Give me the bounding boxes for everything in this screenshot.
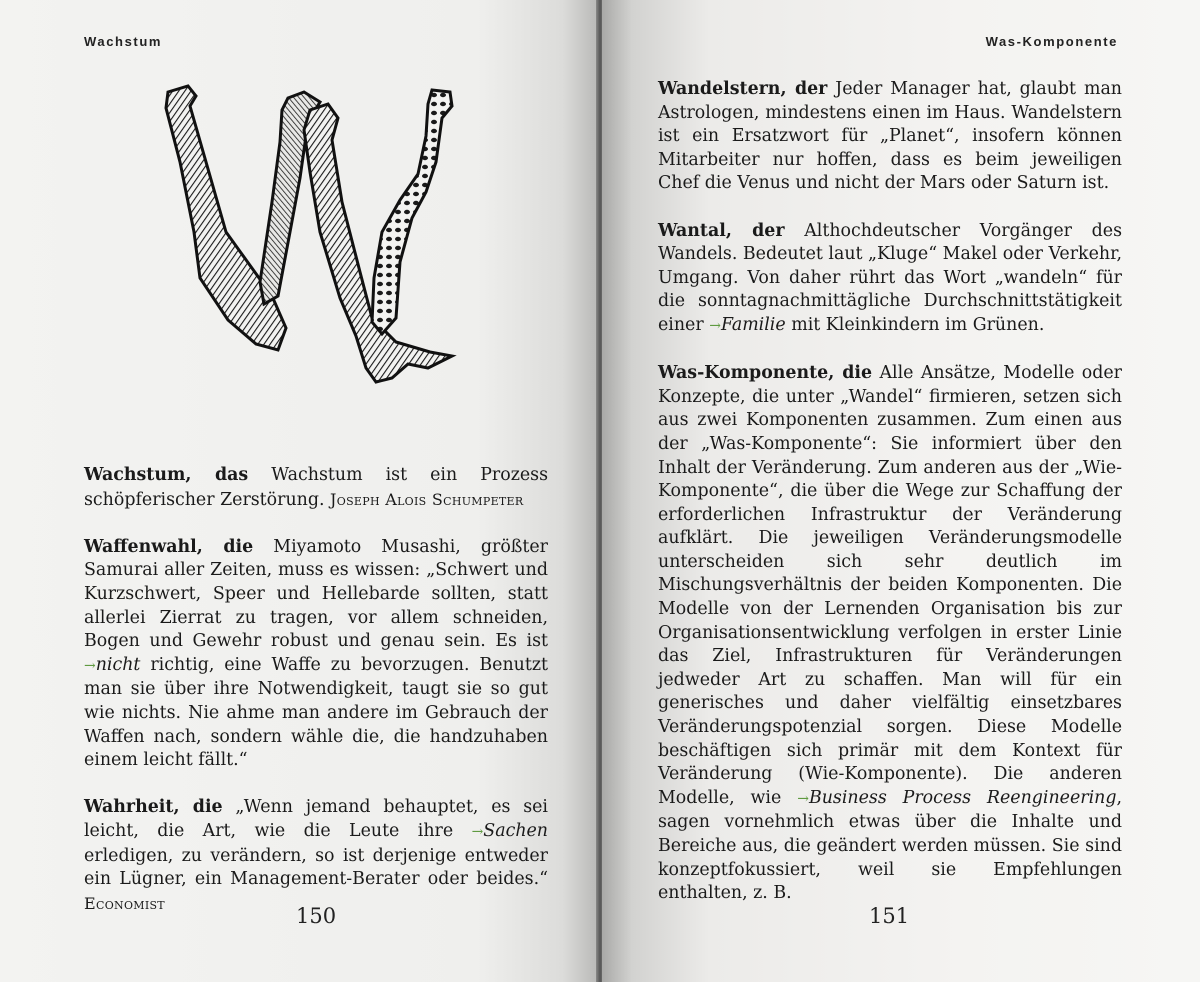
entry-text: mit Kleinkindern im Grünen. — [791, 314, 1045, 335]
arrow-right-icon: → — [709, 317, 721, 334]
entry-term: Waffenwahl, die — [84, 536, 254, 557]
left-page — [0, 0, 598, 982]
page-number-right: 151 — [869, 904, 910, 928]
entry-author: Joseph Alois Schumpeter — [330, 489, 524, 509]
entry-text: Althochdeutscher Vorgänger des Wandels. Bedeutet laut „Kluge“ Makel oder Verkehr, Umgang. Von daher rührt das Wort „wandeln“ für die sonntagnachmittägliche Durchschnittstätigkeit einer — [658, 220, 1123, 335]
running-head-right: Was-Komponente — [985, 34, 1118, 49]
entry-text: Miyamoto Musashi, größter Samurai aller Zeiten, muss es wissen: „Schwert und Kurzschwert, Speer und Hellebarde sollten, statt allerlei Zierrat zu tragen, vor allem schneiden, Bogen und Gewehr robust und genau sein. Es ist — [84, 536, 548, 652]
left-page-text — [84, 464, 548, 940]
entry-wachstum — [84, 464, 548, 512]
entry-author: Economist — [84, 893, 165, 913]
entry-term: Wandelstern, der — [658, 79, 828, 99]
drop-cap-illustration — [160, 82, 460, 402]
entry-text: Jeder Manager hat, glaubt man Astrologen, mindestens einen im Haus. Wandelstern ist ein Ersatzwort für „Planet“, insofern können Mitarbeiter nur hoffen, dass es beim jeweiligen Chef die Venus und nicht der Mars oder Saturn ist. — [658, 79, 1123, 194]
right-page — [602, 0, 1200, 982]
cross-reference-link[interactable]: Business Process Reengineering — [808, 787, 1117, 808]
right-page-text — [658, 78, 1122, 929]
cross-reference-link[interactable]: nicht — [95, 654, 141, 675]
drop-cap-right-leg — [372, 90, 452, 334]
entry-text: Wachstum ist ein Prozess schöpferischer Zerstörung. — [84, 465, 548, 510]
running-head-left: Wachstum — [84, 34, 163, 49]
entry-term: Wantal, der — [658, 220, 785, 241]
page-number-left: 150 — [296, 904, 337, 928]
entry-text: „Wenn jemand behauptet, es sei leicht, die Art, wie die Leute ihre — [84, 797, 548, 841]
entry-term: Wahrheit, die — [84, 797, 223, 818]
arrow-right-icon: → — [84, 657, 96, 674]
arrow-right-icon: → — [797, 790, 809, 807]
cross-reference-link[interactable]: Sachen — [483, 820, 549, 841]
entry-text: erledigen, zu verändern, so ist derjenige entweder ein Lügner, ein Management-Berater oder beides.“ — [84, 845, 548, 890]
cross-reference-link[interactable]: Familie — [720, 314, 786, 335]
entry-text: richtig, eine Waffe zu bevorzugen. Benutzt man sie über ihre Notwendigkeit, taugt sie so gut wie nichts. Nie ahme man andere im Gebrauch der Waffen nach, sondern wähle die, die handzuhaben einem leicht fällt.“ — [84, 654, 548, 771]
entry-text: Alle Ansätze, Modelle oder Konzepte, die unter „Wandel“ firmieren, setzen sich aus zwei Komponenten zusammen. Zum einen aus der „Was-Komponente“: Sie informiert über den Inhalt der Veränderung. Zum anderen aus der „Wie-Komponente“, die über die Wege zur Schaffung der erforderlichen Infrastruktur der Veränderung aufklärt. Die jeweiligen Veränderungsmodelle unterscheiden sich sehr deutlich im Mischungsverhältnis der beiden Komponenten. Die Modelle von der Lernenden Organisation bis zur Organisationsentwicklung verfolgen in erster Linie das Ziel, Infrastrukturen für Veränderungen jedweder Art zu schaffen. Man will für ein generisches und daher vielfältig einsetzbares Veränderungspotenzial sorgen. Diese Modelle beschäftigen sich primär mit dem Kontext für Veränderung (Wie-Komponente). Die anderen Modelle, wie — [658, 363, 1122, 808]
entry-wandelstern — [658, 78, 1122, 196]
entry-waffenwahl — [84, 536, 548, 773]
entry-term: Was-Komponente, die — [658, 363, 873, 384]
entry-was-komponente — [658, 362, 1122, 906]
entry-term: Wachstum, das — [84, 465, 249, 485]
arrow-right-icon: → — [471, 823, 484, 840]
drop-cap-left-leg — [166, 86, 286, 350]
entry-wantal — [658, 220, 1122, 339]
entry-wahrheit — [84, 796, 548, 916]
entry-text: , sagen vornehmlich etwas über die Inhalte und Bereiche aus, die geändert werden müssen. Sie sind konzeptfokussiert, weil sie Empfehlungen enthalten, z. B. — [658, 787, 1123, 904]
